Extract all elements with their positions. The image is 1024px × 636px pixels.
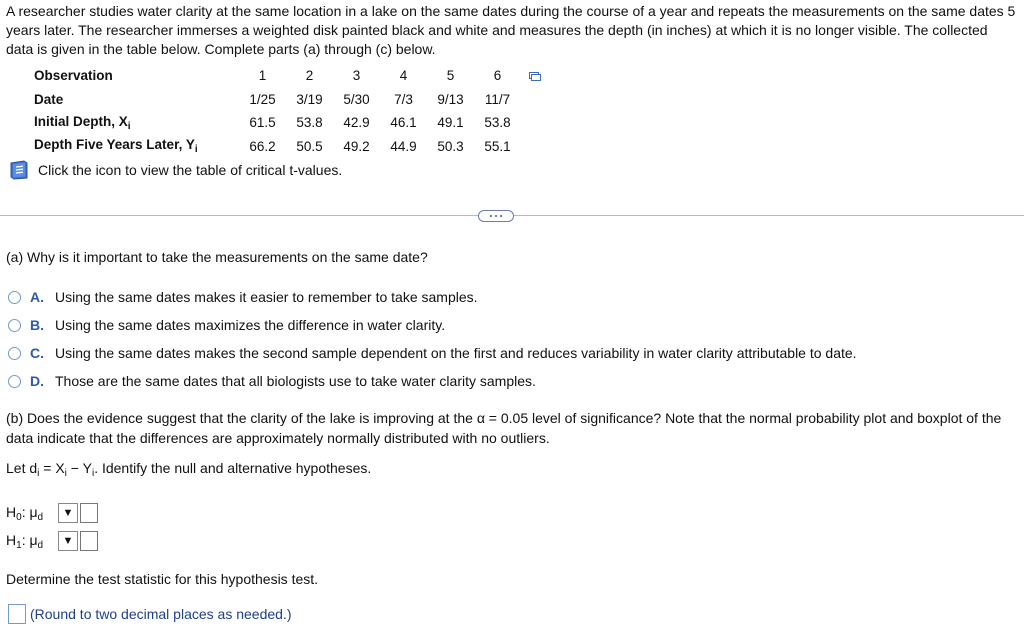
let-text: − Y bbox=[66, 460, 92, 476]
table-row bbox=[30, 64, 541, 88]
subscript: i bbox=[37, 468, 40, 479]
copy-data-icon[interactable] bbox=[529, 72, 541, 81]
table-cell: 3 bbox=[352, 68, 361, 84]
alpha-symbol: α bbox=[476, 410, 485, 426]
table-cell: 46.1 bbox=[390, 115, 417, 131]
option-a[interactable] bbox=[8, 287, 478, 307]
table-cell: 9/13 bbox=[437, 91, 464, 107]
option-letter: B. bbox=[30, 317, 44, 333]
table-cell: 61.5 bbox=[249, 115, 276, 131]
let-text: . Identify the null and alternative hypotheses. bbox=[94, 460, 372, 476]
problem-intro: A researcher studies water clarity at the same location in a lake on the same dates during the course of a year and repeats the measurements on the same dates 5 years later. The researcher immerses a weighted disk painted black and white and measures the depth (in inches) at which it is no longer visible. The collected data is given in the table below. Complete parts (a) through (c) below. bbox=[6, 3, 1016, 57]
copy-cell[interactable] bbox=[521, 64, 541, 88]
expand-button[interactable] bbox=[478, 210, 514, 222]
row-header: Observation bbox=[34, 68, 113, 84]
table-cell: 49.1 bbox=[437, 115, 464, 131]
test-statistic-input[interactable] bbox=[8, 604, 26, 624]
table-cell: 49.2 bbox=[343, 138, 370, 154]
option-text: Using the same dates maximizes the difference in water clarity. bbox=[55, 317, 446, 333]
let-text: = X bbox=[39, 460, 65, 476]
book-icon[interactable] bbox=[8, 160, 30, 180]
round-hint: (Round to two decimal places as needed.) bbox=[30, 606, 292, 622]
option-d[interactable] bbox=[8, 371, 536, 391]
ellipsis-icon bbox=[490, 215, 492, 217]
table-cell: 3/19 bbox=[296, 91, 323, 107]
test-statistic-row bbox=[8, 604, 291, 624]
critical-values-text: Click the icon to view the table of critical t-values. bbox=[38, 162, 343, 178]
option-letter: C. bbox=[30, 345, 44, 361]
table-row bbox=[30, 88, 541, 112]
row-header bbox=[30, 135, 239, 159]
part-a-question: (a) Why is it important to take the measurements on the same date? bbox=[6, 249, 428, 265]
table-cell: 4 bbox=[399, 68, 408, 84]
option-b[interactable] bbox=[8, 315, 445, 335]
row-header: Date bbox=[34, 91, 64, 107]
table-row bbox=[30, 111, 541, 135]
let-statement bbox=[6, 460, 371, 479]
table-cell: 50.3 bbox=[437, 138, 464, 154]
option-text: Using the same dates makes it easier to remember to take samples. bbox=[55, 289, 478, 305]
critical-values-link[interactable] bbox=[8, 160, 342, 180]
option-text: Using the same dates makes the second sample dependent on the first and reduces variability in water clarity attributable to date. bbox=[55, 345, 857, 361]
part-b-text-1: (b) Does the evidence suggest that the clarity of the lake is improving at the bbox=[6, 410, 477, 426]
table-cell: 2 bbox=[305, 68, 314, 84]
radio-button[interactable] bbox=[8, 375, 21, 388]
data-table bbox=[30, 64, 541, 158]
table-cell: 11/7 bbox=[484, 91, 511, 107]
h1-value-input[interactable] bbox=[80, 531, 98, 551]
subscript: i bbox=[91, 468, 95, 479]
row-header bbox=[30, 111, 239, 135]
row-header-text: Initial Depth, X bbox=[34, 113, 128, 129]
table-cell: 53.8 bbox=[296, 115, 323, 131]
part-b-question bbox=[6, 408, 1018, 448]
option-letter: A. bbox=[30, 289, 44, 305]
alt-hypothesis-row bbox=[6, 530, 98, 552]
option-c[interactable] bbox=[8, 343, 857, 363]
table-cell: 55.1 bbox=[484, 138, 511, 154]
table-cell: 7/3 bbox=[394, 91, 413, 107]
h1-label: $H_1$: $\mu_d$ bbox=[6, 531, 44, 551]
table-cell: 1/25 bbox=[249, 91, 276, 107]
row-header-subscript: i bbox=[127, 120, 131, 132]
radio-button[interactable] bbox=[8, 291, 21, 304]
h1-operator-dropdown[interactable]: ▼ bbox=[58, 531, 78, 551]
subscript: i bbox=[64, 468, 67, 479]
radio-button[interactable] bbox=[8, 347, 21, 360]
table-cell: 42.9 bbox=[343, 115, 370, 131]
table-cell: 44.9 bbox=[390, 138, 417, 154]
radio-button[interactable] bbox=[8, 319, 21, 332]
h0-label: $H_0$: $\mu_d$ bbox=[6, 503, 44, 523]
option-letter: D. bbox=[30, 373, 44, 389]
table-cell: 53.8 bbox=[484, 115, 511, 131]
test-statistic-prompt: Determine the test statistic for this hypothesis test. bbox=[6, 571, 319, 587]
table-cell: 1 bbox=[258, 68, 267, 84]
row-header-text: Depth Five Years Later, Y bbox=[34, 137, 195, 153]
table-cell: 50.5 bbox=[296, 138, 323, 154]
table-cell: 6 bbox=[493, 68, 502, 84]
h0-operator-dropdown[interactable]: ▼ bbox=[58, 503, 78, 523]
table-cell: 5/30 bbox=[343, 91, 370, 107]
table-cell: 66.2 bbox=[249, 138, 276, 154]
table-row bbox=[30, 135, 541, 159]
option-text: Those are the same dates that all biologists use to take water clarity samples. bbox=[55, 373, 536, 389]
let-text: Let d bbox=[6, 460, 38, 476]
row-header-subscript: i bbox=[194, 144, 198, 156]
table-cell: 5 bbox=[446, 68, 455, 84]
h0-value-input[interactable] bbox=[80, 503, 98, 523]
null-hypothesis-row bbox=[6, 502, 98, 524]
part-b-text-2: = 0.05 level of significance? Note that the normal probability plot and boxplot of the data indicate that the differences are approximately normally distributed with no outliers. bbox=[6, 410, 1002, 446]
